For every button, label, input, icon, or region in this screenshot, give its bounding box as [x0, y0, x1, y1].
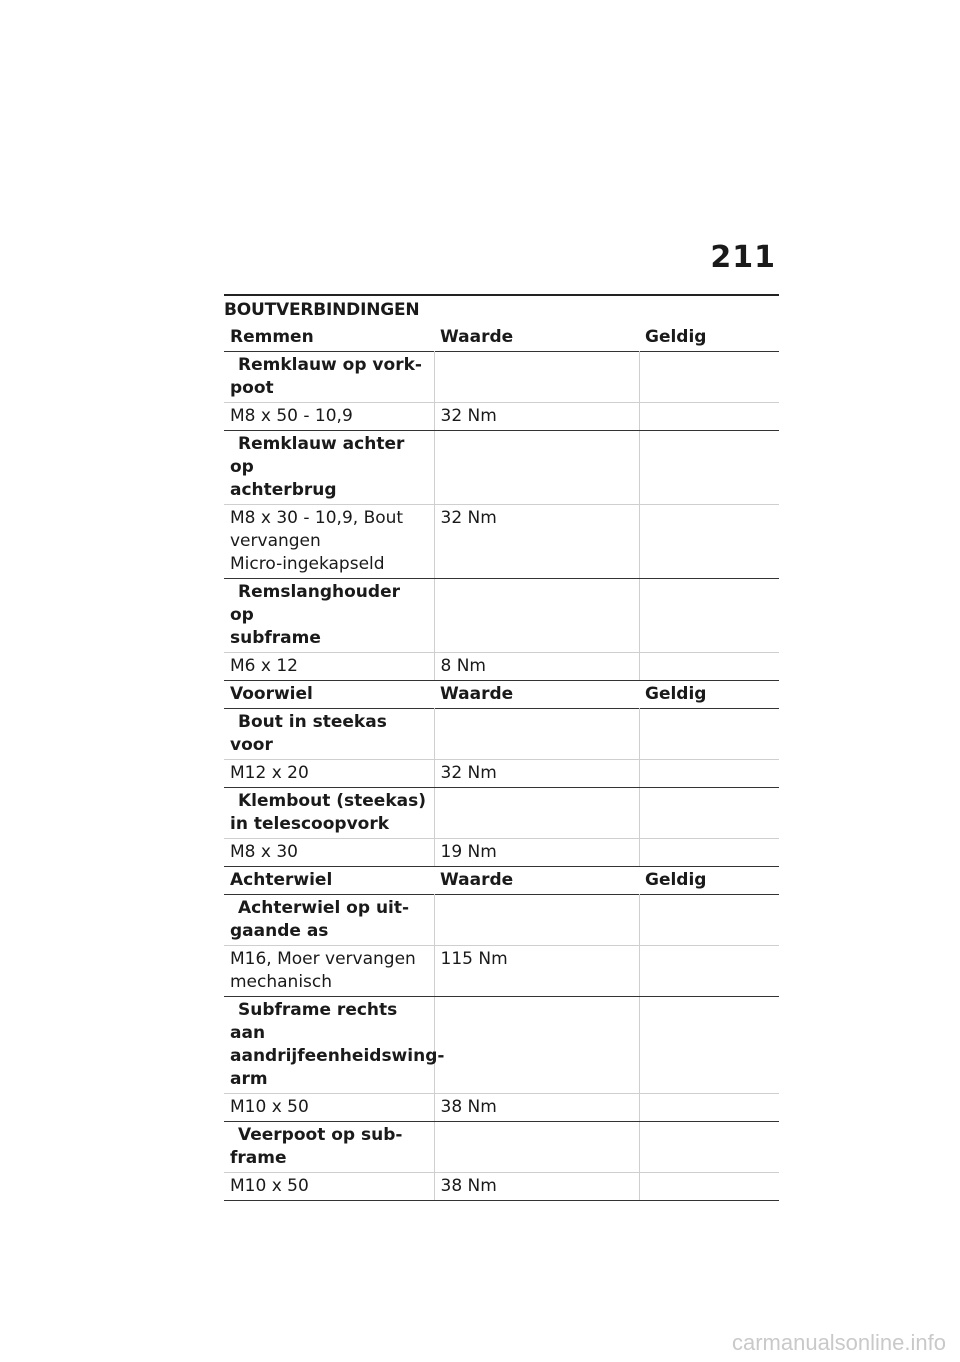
torque-value: 32 Nm	[434, 760, 639, 788]
item-name: Remklauw op vork- poot	[224, 352, 434, 403]
torque-value: 8 Nm	[434, 653, 639, 681]
table-row	[224, 505, 779, 579]
empty-cell	[434, 352, 639, 403]
empty-cell	[639, 431, 779, 505]
spec-text: M10 x 50	[224, 1094, 434, 1122]
table-header-row	[224, 681, 779, 709]
valid-cell	[639, 505, 779, 579]
torque-value: 38 Nm	[434, 1094, 639, 1122]
header-valid: Geldig	[645, 870, 707, 890]
table-row	[224, 579, 779, 653]
valid-cell	[639, 839, 779, 867]
torque-value: 38 Nm	[434, 1173, 639, 1201]
torque-value: 19 Nm	[434, 839, 639, 867]
empty-cell	[639, 709, 779, 760]
empty-cell	[639, 1122, 779, 1173]
spec-text: M8 x 50 - 10,9	[224, 403, 434, 431]
watermark: carmanualsonline.info	[731, 1330, 946, 1355]
empty-cell	[639, 895, 779, 946]
torque-table	[224, 681, 779, 867]
table-row	[224, 709, 779, 760]
page-number: 211	[710, 240, 776, 275]
spec-text: M16, Moer vervangen mechanisch	[224, 946, 434, 997]
empty-cell	[434, 895, 639, 946]
table-row	[224, 997, 779, 1094]
table-row	[224, 403, 779, 431]
table-row	[224, 1173, 779, 1201]
table-row	[224, 788, 779, 839]
empty-cell	[434, 709, 639, 760]
torque-tables	[224, 324, 779, 1201]
item-name: Remslanghouder op subframe	[224, 579, 434, 653]
table-row	[224, 760, 779, 788]
valid-cell	[639, 1094, 779, 1122]
title-rule	[224, 294, 779, 296]
valid-cell	[639, 760, 779, 788]
valid-cell	[639, 1173, 779, 1201]
table-row	[224, 431, 779, 505]
table-row	[224, 352, 779, 403]
torque-value: 32 Nm	[434, 403, 639, 431]
table-header-row	[224, 867, 779, 895]
spec-text: M6 x 12	[224, 653, 434, 681]
item-name: Klembout (steekas) in telescoopvork	[224, 788, 434, 839]
empty-cell	[434, 579, 639, 653]
item-name: Veerpoot op sub- frame	[224, 1122, 434, 1173]
valid-cell	[639, 653, 779, 681]
torque-value: 115 Nm	[434, 946, 639, 997]
table-row	[224, 1122, 779, 1173]
spec-text: M12 x 20	[224, 760, 434, 788]
empty-cell	[639, 997, 779, 1094]
spec-text: M10 x 50	[224, 1173, 434, 1201]
table-row	[224, 839, 779, 867]
empty-cell	[434, 1122, 639, 1173]
empty-cell	[639, 579, 779, 653]
header-item: Achterwiel	[230, 870, 333, 890]
header-value: Waarde	[440, 870, 514, 890]
item-name: Remklauw achter op achterbrug	[224, 431, 434, 505]
item-name: Subframe rechts aan aandrijfeenheidswing- arm	[224, 997, 434, 1094]
header-item: Voorwiel	[230, 684, 313, 704]
page-content	[224, 294, 779, 1201]
table-row	[224, 1094, 779, 1122]
torque-table	[224, 867, 779, 1201]
torque-value: 32 Nm	[434, 505, 639, 579]
empty-cell	[434, 997, 639, 1094]
header-item: Remmen	[230, 327, 314, 347]
empty-cell	[434, 788, 639, 839]
table-header-row	[224, 324, 779, 352]
empty-cell	[434, 431, 639, 505]
table-row	[224, 895, 779, 946]
table-row	[224, 946, 779, 997]
header-valid: Geldig	[645, 327, 707, 347]
item-name: Bout in steekas voor	[224, 709, 434, 760]
empty-cell	[639, 352, 779, 403]
spec-text: M8 x 30	[224, 839, 434, 867]
header-value: Waarde	[440, 327, 514, 347]
empty-cell	[639, 788, 779, 839]
valid-cell	[639, 403, 779, 431]
table-row	[224, 653, 779, 681]
section-title: BOUTVERBINDINGEN	[224, 300, 420, 320]
valid-cell	[639, 946, 779, 997]
item-name: Achterwiel op uit- gaande as	[224, 895, 434, 946]
torque-table	[224, 324, 779, 681]
header-valid: Geldig	[645, 684, 707, 704]
header-value: Waarde	[440, 684, 514, 704]
spec-text: M8 x 30 - 10,9, Bout vervangen Micro-ingekapseld	[224, 505, 434, 579]
